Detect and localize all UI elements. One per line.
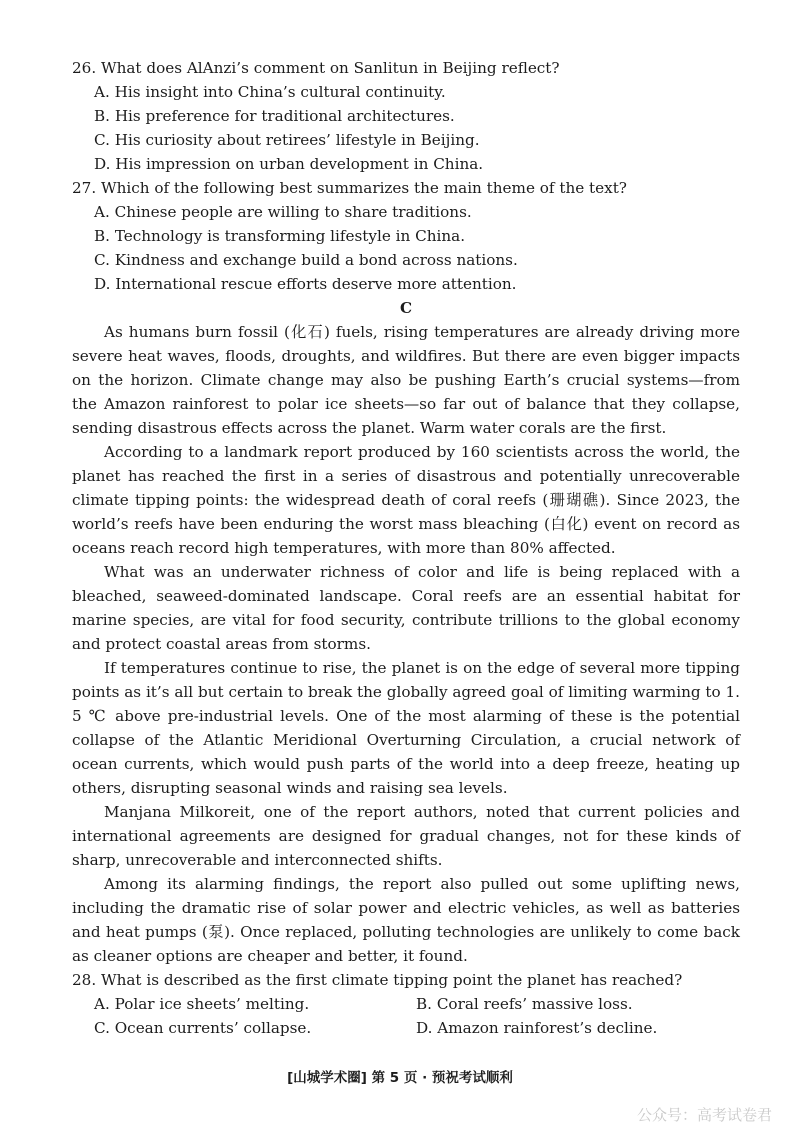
question-28-option-c: C. Ocean currents’ collapse. bbox=[94, 1019, 312, 1037]
passage-paragraph-5: Manjana Milkoreit, one of the report authors, noted that current policies and international agreements are designed for gradual changes, not for these kinds of sharp, unrecoverable and interconnected shifts. bbox=[72, 803, 740, 869]
passage-paragraph-1: As humans burn fossil (化石) fuels, rising temperatures are already driving more severe heat waves, floods, droughts, and wildfires. But there are even bigger impacts on the horizon. Climate change may also be pushing Earth’s crucial systems—from the Amazon rainforest to polar ice sheets—so far out of balance that they collapse, sending disastrous effects across the planet. Warm water corals are the first. bbox=[72, 323, 740, 437]
question-26-option-d: D. His impression on urban development in China. bbox=[94, 155, 484, 173]
question-28-option-b: B. Coral reefs’ massive loss. bbox=[416, 995, 633, 1013]
question-27-option-c: C. Kindness and exchange build a bond across nations. bbox=[94, 251, 518, 269]
question-28-option-a: A. Polar ice sheets’ melting. bbox=[94, 995, 310, 1013]
question-26-option-c: C. His curiosity about retirees’ lifestyle in Beijing. bbox=[94, 131, 480, 149]
question-28-options-row-1 bbox=[72, 992, 740, 1016]
question-28-stem: 28. What is described as the first climate tipping point the planet has reached? bbox=[72, 971, 683, 989]
question-27-stem: 27. Which of the following best summarizes the main theme of the text? bbox=[72, 179, 627, 197]
page-footer: [山城学术圈] 第 5 页 · 预祝考试顺利 bbox=[287, 1070, 513, 1086]
section-heading: C bbox=[399, 299, 413, 317]
question-26-option-b: B. His preference for traditional architectures. bbox=[94, 107, 455, 125]
question-27-option-d: D. International rescue efforts deserve more attention. bbox=[94, 275, 517, 293]
question-26-option-a: A. His insight into China’s cultural continuity. bbox=[94, 83, 446, 101]
passage-paragraph-6: Among its alarming findings, the report also pulled out some uplifting news, including the dramatic rise of solar power and electric vehicles, as well as batteries and heat pumps (泵). Once replaced, polluting technologies are unlikely to come back as cleaner options are cheaper and better, it found. bbox=[72, 875, 740, 965]
question-27-option-a: A. Chinese people are willing to share traditions. bbox=[94, 203, 472, 221]
exam-page bbox=[72, 56, 740, 1040]
question-26-stem: 26. What does AlAnzi’s comment on Sanlitun in Beijing reflect? bbox=[72, 59, 560, 77]
passage-paragraph-3: What was an underwater richness of color and life is being replaced with a bleached, seaweed-dominated landscape. Coral reefs are an essential habitat for marine species, are vital for food security, contribute trillions to the global economy and protect coastal areas from storms. bbox=[72, 563, 740, 653]
passage-paragraph-2: According to a landmark report produced by 160 scientists across the world, the planet has reached the first in a series of disastrous and potentially unrecoverable climate tipping points: the widespread death of coral reefs (珊瑚礁). Since 2023, the world’s reefs have been enduring the worst mass bleaching (白化) event on record as oceans reach record high temperatures, with more than 80% affected. bbox=[72, 443, 740, 557]
passage-paragraph-4: If temperatures continue to rise, the planet is on the edge of several more tipping points as it’s all but certain to break the globally agreed goal of limiting warming to 1. 5 ℃ above pre-industrial levels. One of the most alarming of these is the potential collapse of the Atlantic Meridional Overturning Circulation, a crucial network of ocean currents, which would push parts of the world into a deep freeze, heating up others, disrupting seasonal winds and raising sea levels. bbox=[72, 659, 740, 797]
question-28-options-row-2 bbox=[72, 1016, 740, 1040]
question-28-option-d: D. Amazon rainforest’s decline. bbox=[416, 1019, 658, 1037]
watermark: 公众号：高考试卷君 bbox=[636, 1106, 772, 1124]
question-27-option-b: B. Technology is transforming lifestyle in China. bbox=[94, 227, 466, 245]
